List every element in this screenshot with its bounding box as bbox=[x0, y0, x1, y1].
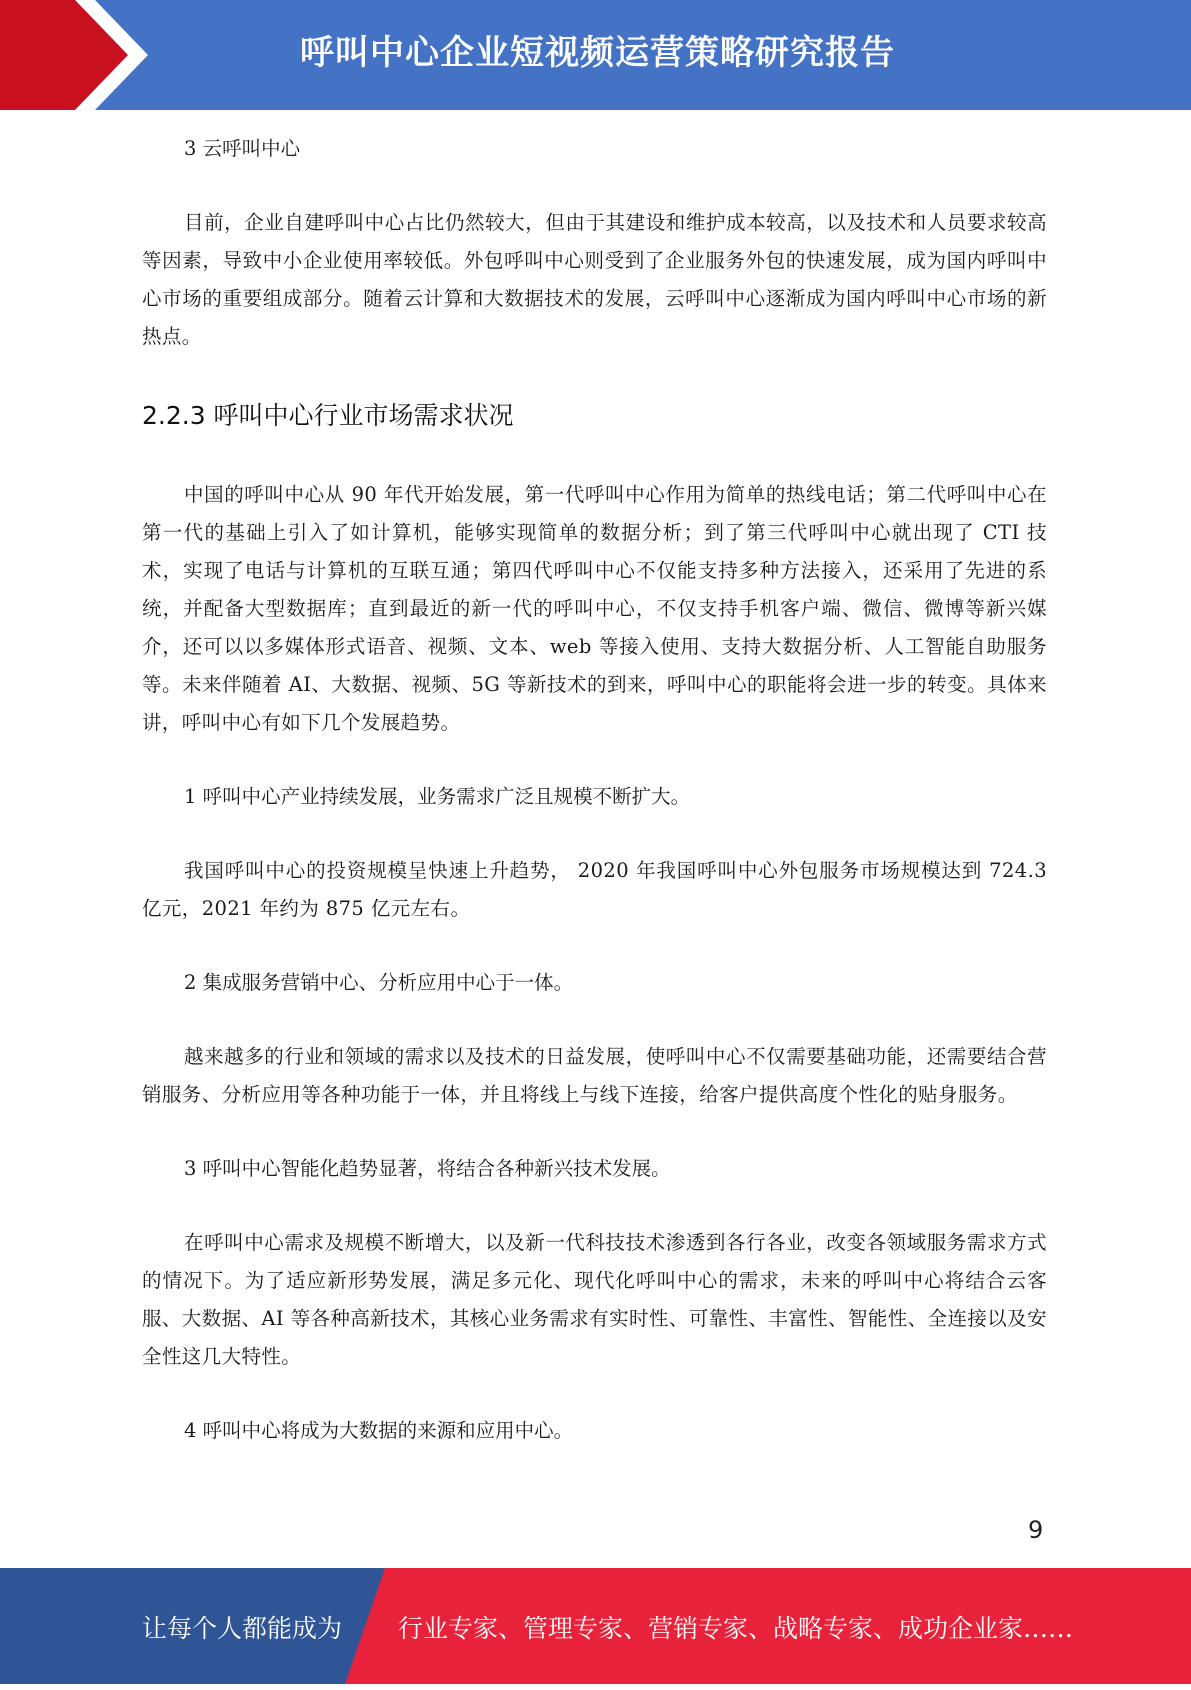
subheading-cloud-call-center: 3 云呼叫中心 bbox=[184, 137, 301, 160]
trend-2-paragraph: 越来越多的行业和领域的需求以及技术的日益发展，使呼叫中心不仅需要基础功能，还需要结合营销服务、分析应用等各种功能于一体，并且将线上与线下连接，给客户提供高度个性化的贴身服务。 bbox=[142, 1045, 1047, 1106]
paragraph-intro: 中国的呼叫中心从 90 年代开始发展，第一代呼叫中心作用为简单的热线电话；第二代呼叫中心在第一代的基础上引入了如计算机，能够实现简单的数据分析；到了第三代呼叫中心就出现了 CTI 技术，实现了电话与计算机的互联互通；第四代呼叫中心不仅能支持多种方法接入，还采用了先进的系统，并配备大型数据库；直到最近的新一代的呼叫中心，不仅支持手机客户端、微信、微博等新兴媒介，还可以以多媒体形式语音、视频、文本、web 等接入使用、支持大数据分析、人工智能自助服务等。未来伴随着 AI、大数据、视频、5G 等新技术的到来，呼叫中心的职能将会进一步的转变。具体来讲，呼叫中心有如下几个发展趋势。 bbox=[142, 483, 1047, 734]
page-body bbox=[142, 130, 1047, 1450]
trend-1-paragraph: 我国呼叫中心的投资规模呈快速上升趋势， 2020 年我国呼叫中心外包服务市场规模达到 724.3 亿元，2021 年约为 875 亿元左右。 bbox=[142, 859, 1047, 920]
footer-slogan-right: 行业专家、管理专家、营销专家、战略专家、成功企业家…… bbox=[398, 1614, 1074, 1643]
trend-4-title: 4 呼叫中心将成为大数据的来源和应用中心。 bbox=[184, 1419, 574, 1442]
trend-3-paragraph: 在呼叫中心需求及规模不断增大，以及新一代科技技术渗透到各行各业，改变各领域服务需求方式的情况下。为了适应新形势发展，满足多元化、现代化呼叫中心的需求，未来的呼叫中心将结合云客服、大数据、AI 等各种高新技术，其核心业务需求有实时性、可靠性、丰富性、智能性、全连接以及安全性这几大特性。 bbox=[142, 1231, 1047, 1368]
section-heading: 2.2.3 呼叫中心行业市场需求状况 bbox=[142, 401, 514, 430]
trend-3-title: 3 呼叫中心智能化趋势显著，将结合各种新兴技术发展。 bbox=[184, 1157, 671, 1180]
page-header bbox=[0, 0, 1191, 110]
paragraph-cloud: 目前，企业自建呼叫中心占比仍然较大，但由于其建设和维护成本较高，以及技术和人员要求较高等因素，导致中小企业使用率较低。外包呼叫中心则受到了企业服务外包的快速发展，成为国内呼叫中心市场的重要组成部分。随着云计算和大数据技术的发展，云呼叫中心逐渐成为国内呼叫中心市场的新热点。 bbox=[142, 211, 1047, 348]
footer-slogan-left: 让每个人都能成为 bbox=[142, 1614, 343, 1643]
report-title: 呼叫中心企业短视频运营策略研究报告 bbox=[300, 33, 895, 73]
page-footer bbox=[0, 1568, 1191, 1684]
red-chevron-decoration bbox=[0, 0, 160, 110]
trend-1-title: 1 呼叫中心产业持续发展，业务需求广泛且规模不断扩大。 bbox=[184, 785, 691, 808]
page-number: 9 bbox=[1028, 1516, 1044, 1544]
trend-2-title: 2 集成服务营销中心、分析应用中心于一体。 bbox=[184, 971, 574, 994]
